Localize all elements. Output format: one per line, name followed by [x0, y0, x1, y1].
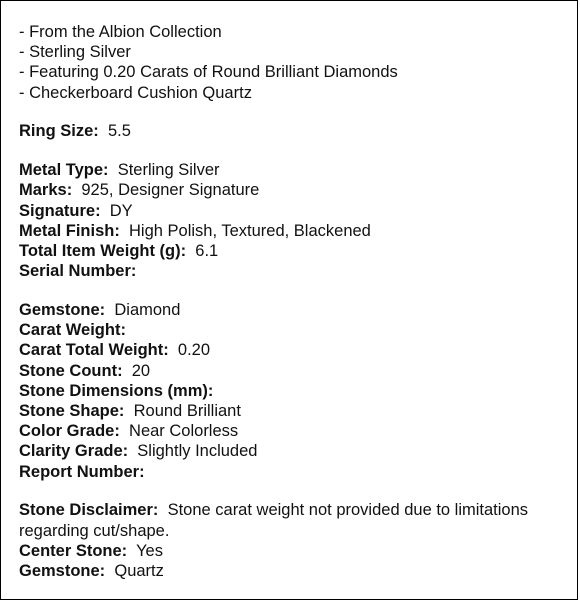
feature-item: - Checkerboard Cushion Quartz	[19, 83, 252, 102]
stone-section	[19, 500, 571, 581]
section-gap	[19, 482, 571, 501]
marks-label: Marks:	[19, 181, 73, 200]
carat-total-weight-value: 0.20	[177, 341, 211, 360]
feature-item: - From the Albion Collection	[19, 23, 222, 41]
ring-size-row	[19, 121, 571, 141]
item-weight-label: Total Item Weight (g):	[19, 242, 187, 261]
report-number-label: Report Number:	[19, 462, 145, 481]
item-weight-row	[19, 241, 571, 261]
signature-label: Signature:	[19, 201, 101, 220]
section-gap	[19, 103, 571, 122]
center-stone-row	[19, 541, 571, 561]
gemstone-section	[19, 300, 571, 482]
metal-type-value: Sterling Silver	[117, 161, 220, 180]
carat-weight-row	[19, 320, 571, 340]
gemstone-value: Diamond	[114, 301, 181, 320]
metal-type-label: Metal Type:	[19, 161, 109, 180]
clarity-grade-value: Slightly Included	[137, 442, 258, 461]
feature-item: - Sterling Silver	[19, 43, 131, 62]
carat-total-weight-label: Carat Total Weight:	[19, 341, 169, 360]
center-gemstone-value: Quartz	[114, 562, 164, 581]
ring-size-value: 5.5	[107, 122, 131, 141]
stone-count-value: 20	[131, 361, 151, 380]
signature-value: DY	[109, 201, 133, 220]
stone-disclaimer-value: Stone carat weight not provided due to limitations regarding cut/shape.	[19, 501, 529, 540]
marks-value: 925, Designer Signature	[81, 181, 260, 200]
color-grade-label: Color Grade:	[19, 422, 120, 441]
color-grade-value: Near Colorless	[129, 422, 239, 441]
clarity-grade-label: Clarity Grade:	[19, 442, 129, 461]
serial-number-label: Serial Number:	[19, 262, 137, 281]
marks-row	[19, 180, 571, 200]
stone-shape-label: Stone Shape:	[19, 402, 125, 421]
serial-number-row	[19, 261, 571, 281]
section-gap	[19, 142, 571, 161]
stone-disclaimer-row	[19, 500, 571, 540]
gemstone-row	[19, 300, 571, 320]
report-number-row	[19, 462, 571, 482]
carat-weight-label: Carat Weight:	[19, 321, 126, 340]
feature-list	[19, 22, 571, 103]
color-grade-row	[19, 421, 571, 441]
stone-count-row	[19, 361, 571, 381]
clarity-grade-row	[19, 441, 571, 461]
metal-finish-value: High Polish, Textured, Blackened	[129, 221, 371, 240]
ring-section	[19, 121, 571, 141]
metal-type-row	[19, 160, 571, 180]
section-gap	[19, 281, 571, 300]
stone-dimensions-label: Stone Dimensions (mm):	[19, 381, 214, 400]
gemstone-label: Gemstone:	[19, 301, 106, 320]
center-stone-value: Yes	[136, 541, 163, 560]
center-gemstone-label: Gemstone:	[19, 562, 106, 581]
product-details	[19, 22, 571, 581]
metal-finish-label: Metal Finish:	[19, 221, 120, 240]
metal-finish-row	[19, 221, 571, 241]
ring-size-label: Ring Size:	[19, 122, 99, 141]
stone-shape-row	[19, 401, 571, 421]
signature-row	[19, 201, 571, 221]
feature-item: - Featuring 0.20 Carats of Round Brilliant Diamonds	[19, 63, 398, 82]
stone-disclaimer-label: Stone Disclaimer:	[19, 501, 159, 520]
carat-total-weight-row	[19, 340, 571, 360]
center-stone-label: Center Stone:	[19, 541, 128, 560]
metal-section	[19, 160, 571, 281]
stone-count-label: Stone Count:	[19, 361, 123, 380]
item-weight-value: 6.1	[195, 242, 219, 261]
stone-dimensions-row	[19, 381, 571, 401]
center-gemstone-row	[19, 561, 571, 581]
stone-shape-value: Round Brilliant	[133, 402, 241, 421]
